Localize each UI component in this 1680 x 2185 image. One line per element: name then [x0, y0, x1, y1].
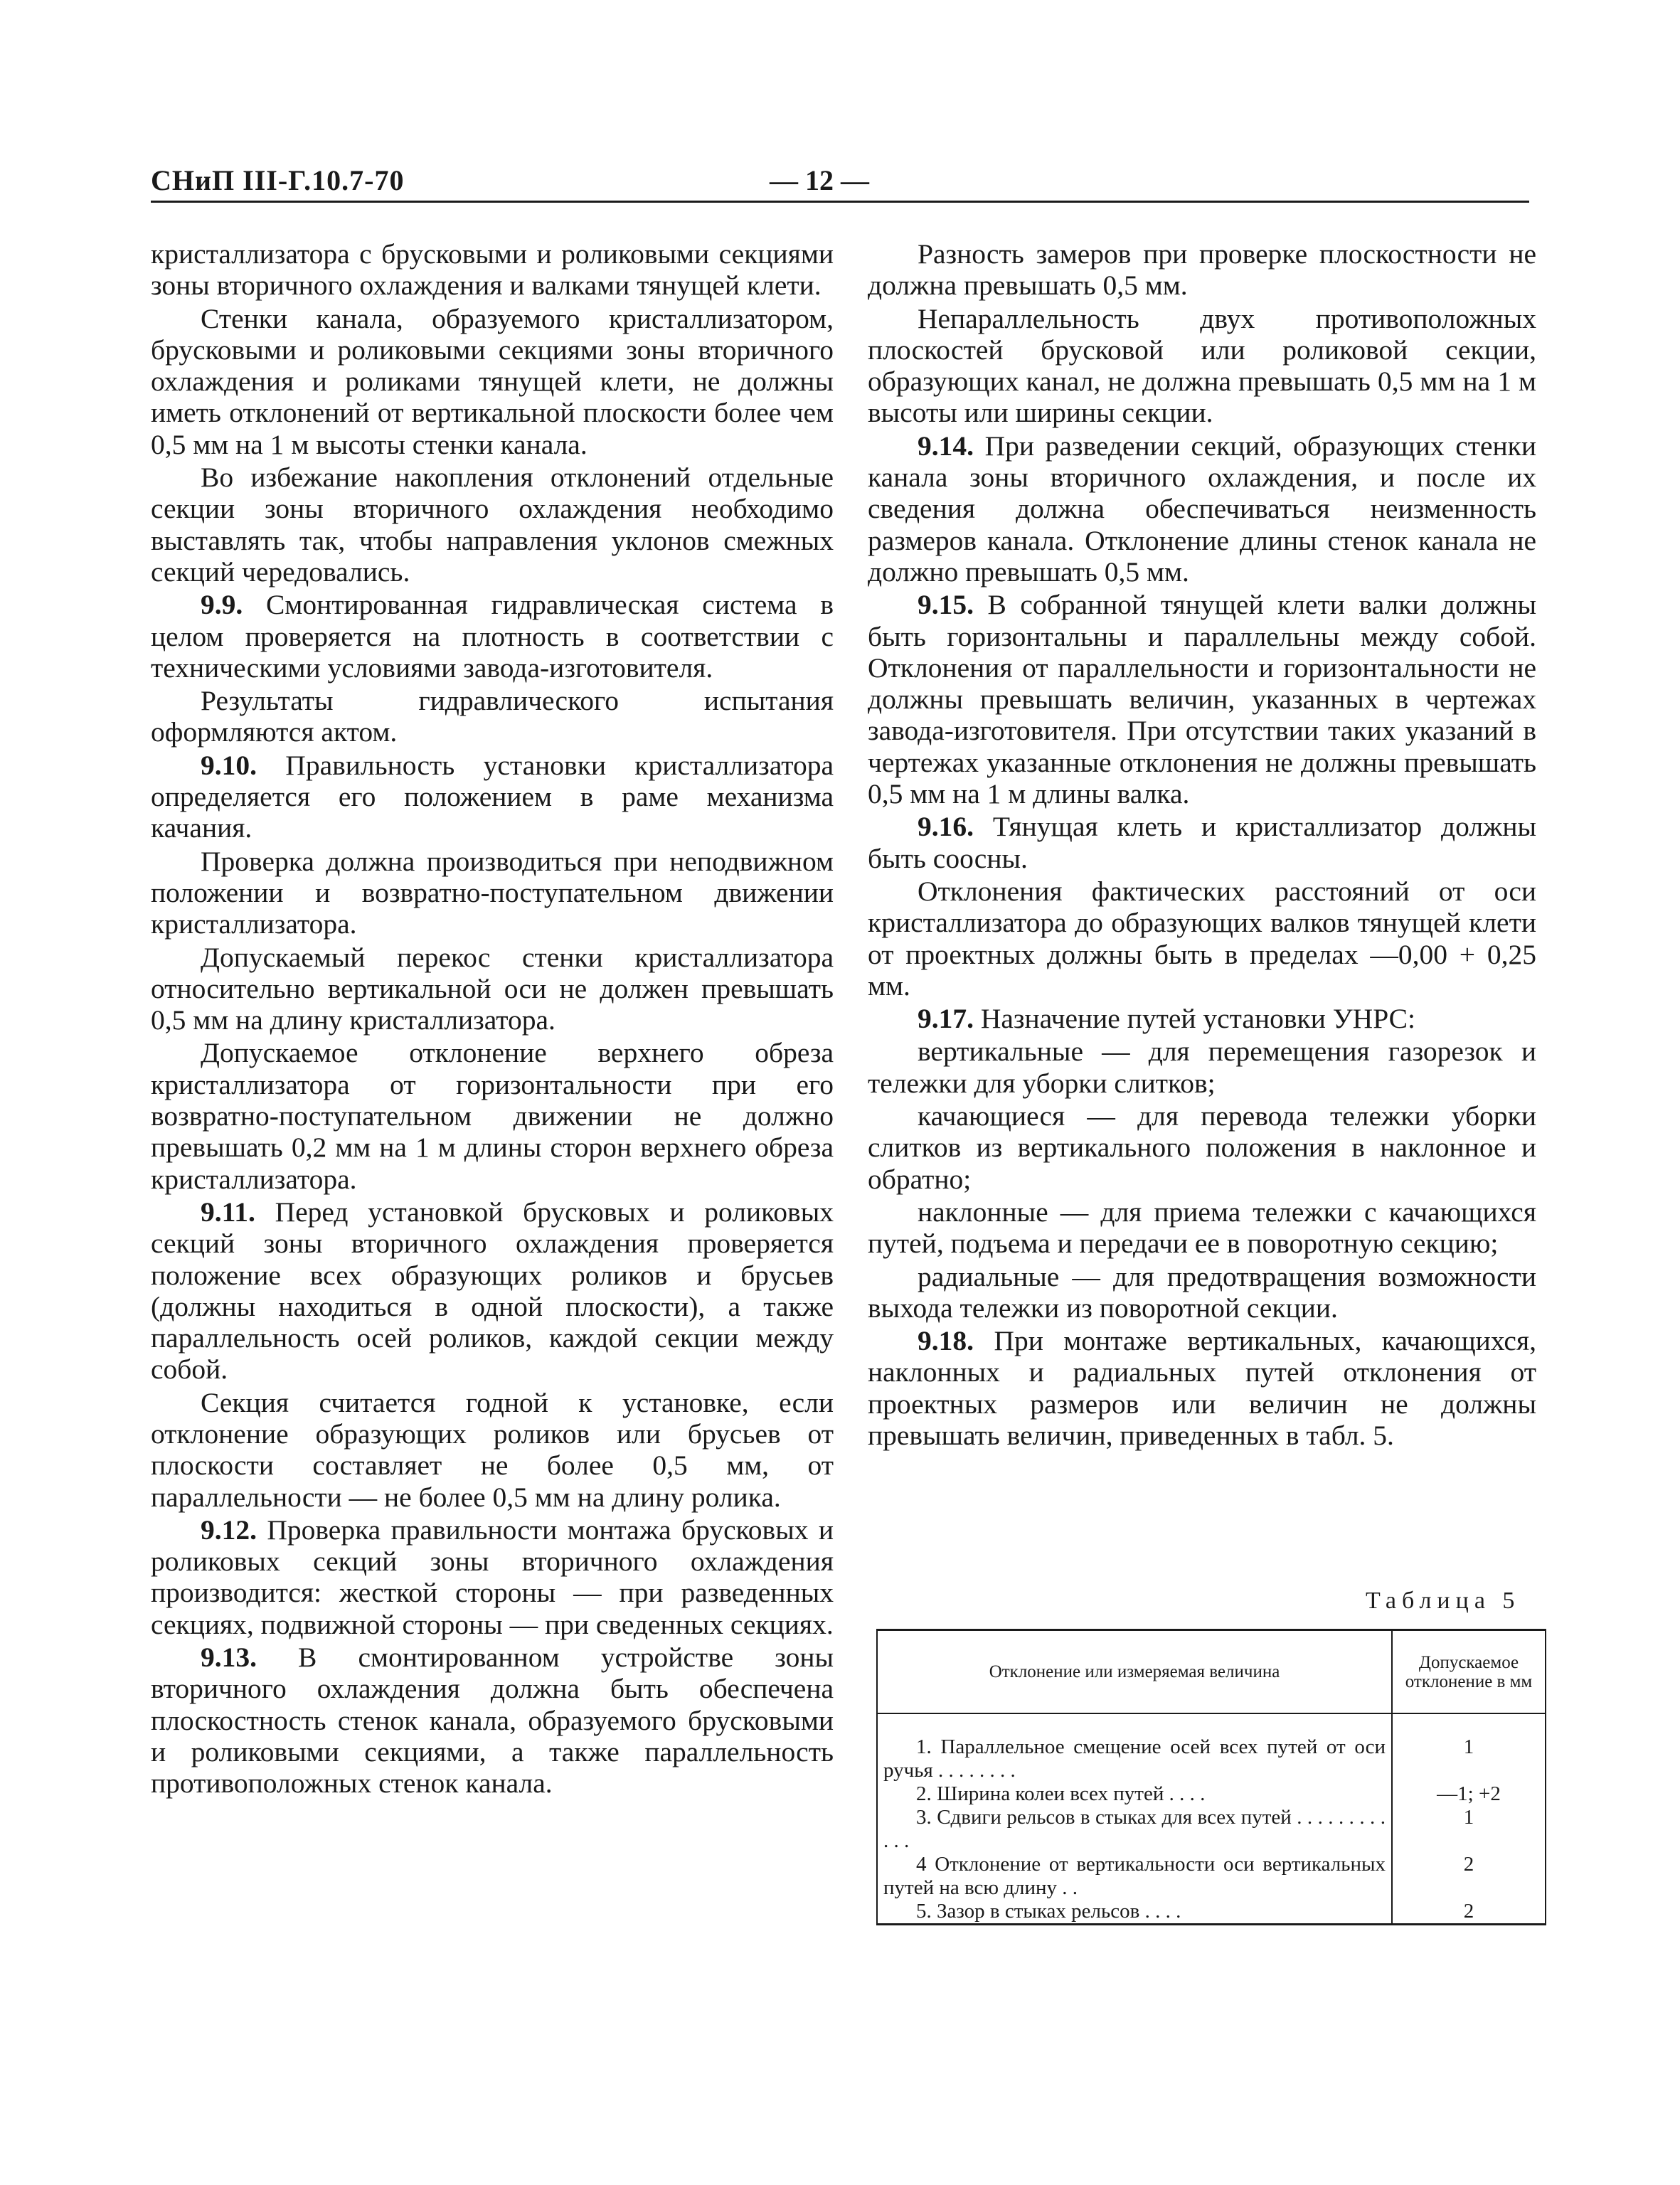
- paragraph: [151, 1642, 834, 1799]
- paragraph-text: Тянущая клеть и кристаллизатор должны быть соосны.: [868, 811, 1536, 874]
- paragraph-text: Непараллельность двух противоположных плоскостей брусковой или роликовой секции, образующих канал, не должна превышать 0,5 мм на 1 м высоты или ширины секции.: [868, 302, 1536, 429]
- paragraph-text: Разность замеров при проверке плоскостности не должна превышать 0,5 мм.: [868, 238, 1536, 302]
- paragraph: [151, 942, 834, 1036]
- paragraph: [868, 1036, 1536, 1099]
- paragraph-text: Отклонения фактических расстояний от оси кристаллизатора до образующих валков тянущей клети от проектных должны быть в пределах —0,00 + 0,25 мм.: [868, 875, 1536, 1001]
- section-number: 9.17.: [918, 1003, 974, 1035]
- paragraph: [868, 1196, 1536, 1260]
- paragraph-text: Правильность установки кристаллизатора определяется его положением в раме механизма качания.: [151, 749, 834, 844]
- section-number: 9.13.: [201, 1642, 257, 1674]
- paragraph: [868, 238, 1536, 302]
- paragraph: [868, 1325, 1536, 1451]
- paragraph-text: Допускаемый перекос стенки кристаллизатора относительно вертикальной оси не должен превышать 0,5 мм на длину кристаллизатора.: [151, 941, 834, 1036]
- paragraph: [868, 589, 1536, 809]
- section-number: 9.12.: [201, 1514, 257, 1546]
- paragraph-text: Проверка должна производиться при неподвижном положении и возвратно-поступательном движении кристаллизатора.: [151, 845, 834, 940]
- paragraph: [868, 1003, 1536, 1034]
- paragraph: [151, 238, 834, 302]
- section-number: 9.15.: [918, 589, 974, 621]
- paragraph: [868, 811, 1536, 874]
- left-column: [151, 238, 834, 1801]
- paragraph: [151, 589, 834, 684]
- section-number: 9.10.: [201, 749, 257, 781]
- section-number: 9.16.: [918, 811, 974, 843]
- paragraph: [151, 1387, 834, 1513]
- paragraph-text: Результаты гидравлического испытания оформляются актом.: [151, 685, 834, 748]
- table-row: [877, 1782, 1546, 1806]
- table-cell-tolerance: —1; +2: [1392, 1782, 1546, 1806]
- paragraph: [151, 750, 834, 844]
- paragraph-text: В смонтированном устройстве зоны вторичного охлаждения должна быть обеспечена плоскостность стенок канала, образуемого брусковыми и роликовыми секциями, а также параллельность противоположных стенок канала.: [151, 1642, 834, 1799]
- paragraph-text: наклонные — для приема тележки с качающихся путей, подъема и передачи ее в поворотную секцию;: [868, 1196, 1536, 1260]
- paragraph-text: радиальные — для предотвращения возможности выхода тележки из поворотной секции.: [868, 1260, 1536, 1324]
- section-number: 9.14.: [918, 430, 974, 462]
- table-cell-deviation: 2. Ширина колеи всех путей . . . .: [877, 1782, 1392, 1806]
- table-cell-tolerance: 2: [1392, 1853, 1546, 1900]
- table-caption: Таблица 5: [1366, 1588, 1521, 1614]
- paragraph-text: Назначение путей установки УНРС:: [980, 1003, 1415, 1035]
- section-number: 9.9.: [201, 589, 243, 621]
- paragraph: [151, 1514, 834, 1640]
- paragraph: [151, 1037, 834, 1194]
- paragraph-text: Допускаемое отклонение верхнего обреза кристаллизатора от горизонтальности при его возвратно-поступательном движении не должно превышать 0,2 мм на 1 м длины сторон верхнего обреза кристаллизатора.: [151, 1037, 834, 1195]
- page-header: [151, 164, 1529, 203]
- table-row: [877, 1853, 1546, 1900]
- paragraph: [868, 303, 1536, 429]
- table-row: [877, 1735, 1546, 1782]
- paragraph: [868, 876, 1536, 1001]
- document-code: СНиП III-Г.10.7-70: [151, 164, 405, 196]
- paragraph: [151, 462, 834, 588]
- paragraph-text: качающиеся — для перевода тележки уборки слитков из вертикального положения в наклонное и обратно;: [868, 1100, 1536, 1195]
- table-row: [877, 1806, 1546, 1853]
- paragraph-text: При разведении секций, образующих стенки канала зоны вторичного охлаждения, и после их сведения должна обеспечиваться неизменность размеров канала. Отклонение длины стенок канала не должно превышать 0,5 мм.: [868, 430, 1536, 588]
- table-cell-deviation: 4 Отклонение от вертикальности оси вертикальных путей на всю длину . .: [877, 1853, 1392, 1900]
- paragraph: [868, 1100, 1536, 1195]
- paragraph: [868, 1261, 1536, 1324]
- right-column: [868, 238, 1536, 1452]
- table-cell-deviation: 5. Зазор в стыках рельсов . . . .: [877, 1900, 1392, 1925]
- table-cell-deviation: 1. Параллельное смещение осей всех путей от оси ручья . . . . . . . .: [877, 1735, 1392, 1782]
- paragraph: [151, 1196, 834, 1386]
- paragraph-text: Перед установкой брусковых и роликовых секций зоны вторичного охлаждения проверяется положение всех образующих роликов и брусьев (должны находиться в одной плоскости), а также параллельность осей роликов, каждой секции между собой.: [151, 1196, 834, 1386]
- section-number: 9.11.: [201, 1196, 255, 1228]
- paragraph-text: вертикальные — для перемещения газорезок и тележки для уборки слитков;: [868, 1036, 1536, 1099]
- paragraph-text: Во избежание накопления отклонений отдельные секции зоны вторичного охлаждения необходимо выставлять так, чтобы направления уклонов смежных секций чередовались.: [151, 462, 834, 588]
- paragraph-text: Стенки канала, образуемого кристаллизатором, брусковыми и роликовыми секциями зоны вторичного охлаждения и роликами тянущей клети, не должны иметь отклонений от вертикальной плоскости более чем 0,5 мм на 1 м высоты стенки канала.: [151, 302, 834, 460]
- deviation-table: [876, 1629, 1546, 1925]
- table-cell-tolerance: 1: [1392, 1806, 1546, 1853]
- table-header-deviation: Отклонение или измеряемая величина: [877, 1630, 1392, 1714]
- table-cell-tolerance: 2: [1392, 1900, 1546, 1925]
- paragraph: [151, 685, 834, 748]
- table-cell-deviation: 3. Сдвиги рельсов в стыках для всех путей . . . . . . . . . . . .: [877, 1806, 1392, 1853]
- paragraph-text: кристаллизатора с брусковыми и роликовыми секциями зоны вторичного охлаждения и валками тянущей клети.: [151, 238, 834, 302]
- paragraph-text: При монтаже вертикальных, качающихся, наклонных и радиальных путей отклонения от проектных размеров или величин не должны превышать величин, приведенных в табл. 5.: [868, 1325, 1537, 1451]
- section-number: 9.18.: [918, 1325, 974, 1357]
- page-number: — 12 —: [770, 164, 869, 196]
- paragraph: [868, 430, 1536, 588]
- table-cell-tolerance: 1: [1392, 1735, 1546, 1782]
- paragraph: [151, 303, 834, 460]
- paragraph: [151, 846, 834, 940]
- paragraph-text: В собранной тянущей клети валки должны быть горизонтальны и параллельны между собой. Отклонения от параллельности и горизонтальности не должны превышать величин, указанных в чертежах завода-изготовителя. При отсутствии таких указаний в чертежах указанные отклонения не должны превышать 0,5 мм на 1 м длины валка.: [868, 589, 1537, 810]
- paragraph-text: Смонтированная гидравлическая система в целом проверяется на плотность в соответствии с техническими условиями завода-изготовителя.: [151, 589, 834, 684]
- paragraph-text: Секция считается годной к установке, если отклонение образующих роликов или брусьев от плоскости составляет не более 0,5 мм, от параллельности — не более 0,5 мм на длину ролика.: [151, 1386, 834, 1513]
- paragraph-text: Проверка правильности монтажа брусковых и роликовых секций зоны вторичного охлаждения производится: жесткой стороны — при разведенных секциях, подвижной стороны — при сведенных секциях.: [151, 1514, 834, 1640]
- table-header-tolerance: Допускаемое отклонение в мм: [1392, 1630, 1546, 1714]
- table-row: [877, 1900, 1546, 1925]
